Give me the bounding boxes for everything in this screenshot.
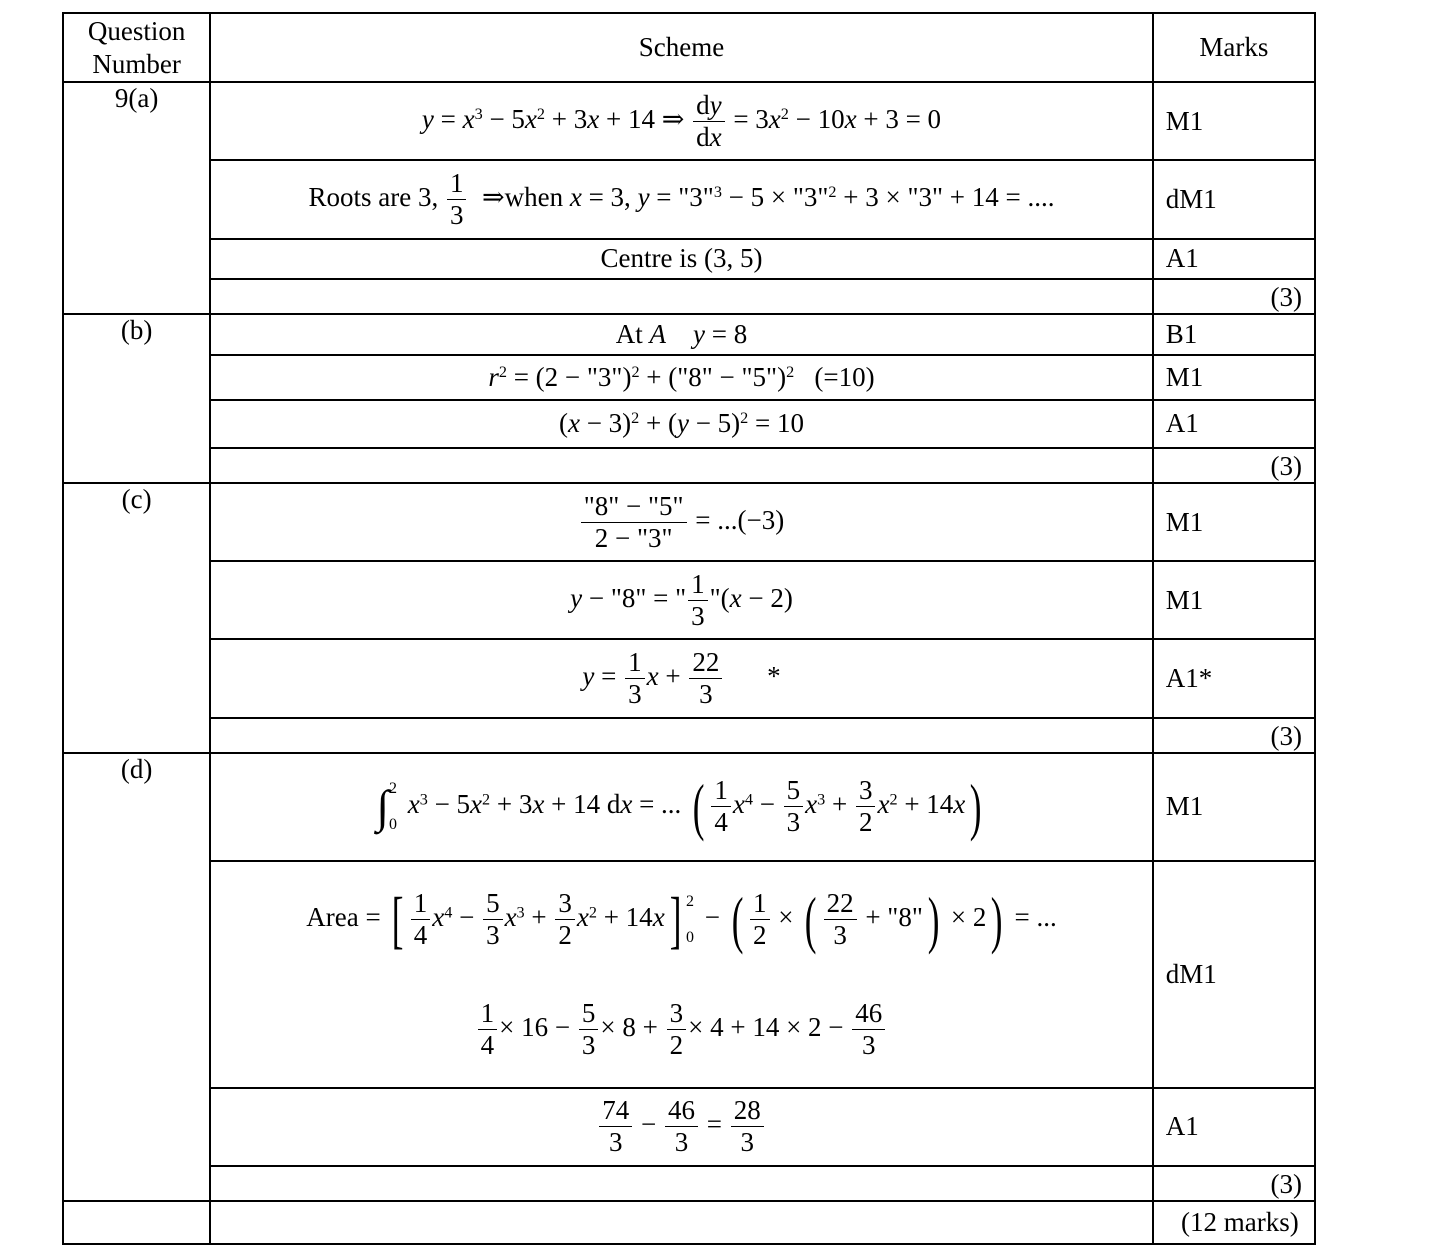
scheme-d-result: $\frac{74}{3}$ − $\frac{46}{3}$ = $\frac{28}{3}$ [210, 1088, 1153, 1166]
mark-9a-2: dM1 [1153, 160, 1315, 238]
scheme-d-blank [210, 1166, 1153, 1201]
mark-b-3: A1 [1153, 400, 1315, 448]
question-label-b: (b) [63, 314, 210, 483]
grand-total-q-blank [63, 1201, 210, 1244]
table-row [63, 314, 1315, 355]
table-row [63, 1201, 1315, 1244]
given-answer-star: * [767, 660, 781, 691]
mark-d-1: M1 [1153, 753, 1315, 861]
scheme-d-integral: ∫ 2 0 $x^3 - 5x^2 + 3x + 14$ dx = ... ( $\frac{1}{4}$ $x^4$ − $\frac{5}{3}$ $x^3$ + $\frac{3}{2}$ $x^2 + 14x$) [210, 753, 1153, 861]
total-b: (3) [1153, 448, 1315, 483]
question-number-header: Question Number [63, 13, 210, 82]
table-row [63, 483, 1315, 561]
scheme-b-radius: $r^2 = (2$ − "3")$^2$ + ("8" − "5")$^2$ (=10) [210, 355, 1153, 400]
scheme-9a-derivative: $y = x^3 - 5x^2 + 3x + 14$ ⇒ $\frac{dy}{dx}$ = $3x^2 - 10x + 3 = 0$ [210, 82, 1153, 160]
mark-c-2: M1 [1153, 561, 1315, 639]
table-row [63, 753, 1315, 861]
table-row [63, 718, 1315, 753]
table-row [63, 82, 1315, 160]
mark-d-3: A1 [1153, 1088, 1315, 1166]
table-row [63, 160, 1315, 238]
question-label-9a: 9(a) [63, 82, 210, 314]
mark-d-2: dM1 [1153, 861, 1315, 1088]
at-label: At [615, 318, 643, 349]
table-row [63, 279, 1315, 314]
scheme-b-blank [210, 448, 1153, 483]
table-row [63, 400, 1315, 448]
total-9a: (3) [1153, 279, 1315, 314]
scheme-9a-roots: Roots are 3, $\frac{1}{3}$ ⇒when x = 3, y = "3"$^3$ − 5 × "3"$^2$ + 3 × "3" + 14 = .... [210, 160, 1153, 238]
when-label: when [504, 181, 564, 212]
roots-label: Roots are 3, [308, 181, 439, 212]
area-label: Area = [306, 901, 381, 932]
table-row [63, 1088, 1315, 1166]
scheme-c-gradient: $\frac{"8" - "5"}{2 - "3"}$ = ...(−3) [210, 483, 1153, 561]
table-row [63, 561, 1315, 639]
scheme-9a-blank [210, 279, 1153, 314]
table-row [63, 355, 1315, 400]
scheme-c-result: y = $\frac{1}{3}$ x + $\frac{22}{3}$ * [210, 639, 1153, 717]
scheme-c-blank [210, 718, 1153, 753]
grand-total: (12 marks) [1153, 1201, 1315, 1244]
header-row [63, 13, 1315, 82]
mark-c-1: M1 [1153, 483, 1315, 561]
scheme-d-area: Area = [ $\frac{1}{4}$ $x^4$ − $\frac{5}{3}$ $x^3$ + $\frac{3}{2}$ $x^2 + 14x$] 2 0 − ( $\frac{1}{2}$ × ( $\frac{22}{3}$ + "8") × 2) = ... $\frac{1}{4}$ × 16 − $\frac{5}{3}$ × 8 + $\frac{3}{2}$ × 4 + 14 × 2 − $\frac{46}{3}$ [210, 861, 1153, 1088]
mark-9a-3: A1 [1153, 239, 1315, 279]
marks-header: Marks [1153, 13, 1315, 82]
grand-total-scheme-blank [210, 1201, 1153, 1244]
mark-b-1: B1 [1153, 314, 1315, 355]
scheme-9a-centre: Centre is (3, 5) [210, 239, 1153, 279]
mark-c-3: A1* [1153, 639, 1315, 717]
total-c: (3) [1153, 718, 1315, 753]
table-row [63, 639, 1315, 717]
table-row [63, 448, 1315, 483]
question-label-d: (d) [63, 753, 210, 1201]
mark-9a-1: M1 [1153, 82, 1315, 160]
mark-b-2: M1 [1153, 355, 1315, 400]
mark-scheme-table [62, 12, 1316, 1245]
scheme-header: Scheme [210, 13, 1153, 82]
scheme-b-circle: $(x - 3)^2 + (y - 5)^2 = 10$ [210, 400, 1153, 448]
total-d: (3) [1153, 1166, 1315, 1201]
table-row [63, 861, 1315, 1088]
point-a-label: A [649, 318, 666, 349]
scheme-c-line: y − "8" = " $\frac{1}{3}$ "(x − 2) [210, 561, 1153, 639]
table-row [63, 1166, 1315, 1201]
scheme-b-point: At A y = 8 [210, 314, 1153, 355]
question-label-c: (c) [63, 483, 210, 753]
table-row [63, 239, 1315, 279]
